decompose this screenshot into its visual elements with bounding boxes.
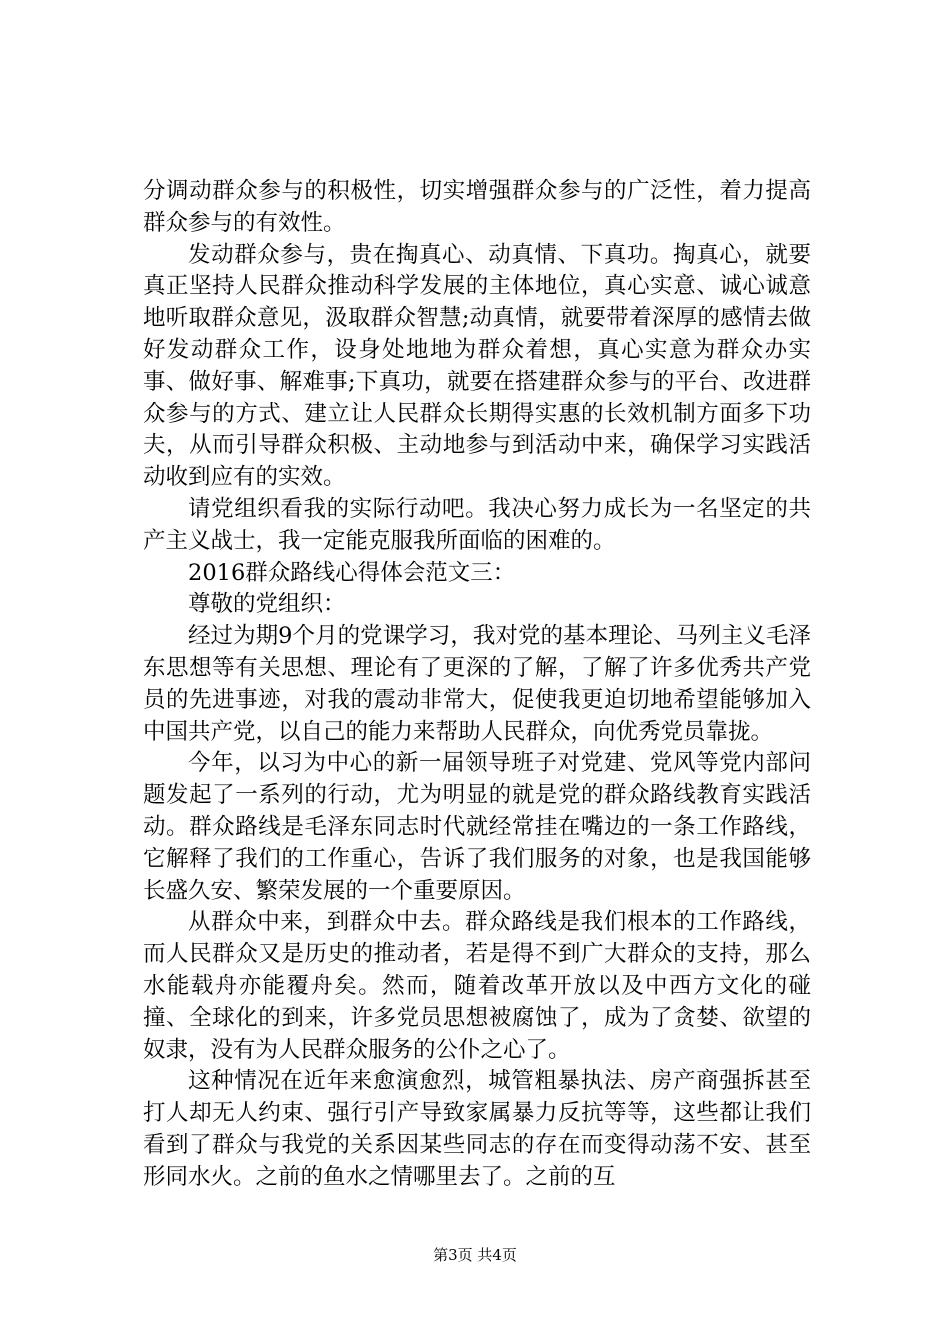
paragraph: 今年，以习为中心的新一届领导班子对党建、党风等党内部问题发起了一系列的行动，尤为明显的就是党的群众路线教育实践活动。群众路线是毛泽东同志时代就经常挂在嘴边的一条工作路线，它解释了我们的工作重心，告诉了我们服务的对象，也是我国能够长盛久安、繁荣发展的一个重要原因。 — [143, 750, 811, 904]
page-footer: 第3页 共4页 — [433, 1246, 517, 1264]
paragraph: 这种情况在近年来愈演愈烈，城管粗暴执法、房产商强拆甚至打人却无人约束、强行引产导致家属暴力反抗等等，这些都让我们看到了群众与我党的关系因某些同志的存在而变得动荡不安、甚至形同水火。之前的鱼水之情哪里去了。之前的互 — [143, 1068, 811, 1190]
salutation: 尊敬的党组织： — [188, 591, 346, 618]
paragraph: 经过为期9个月的党课学习，我对党的基本理论、马列主义毛泽东思想等有关思想、理论有了更深的了解，了解了许多优秀共产党员的先进事迹，对我的震动非常大，促使我更迫切地希望能够加入中国共产党，以自己的能力来帮助人民群众，向优秀党员靠拢。 — [143, 623, 811, 745]
document-body — [143, 176, 811, 1194]
paragraph: 从群众中来，到群众中去。群众路线是我们根本的工作路线，而人民群众又是历史的推动者，若是得不到广大群众的支持，那么水能载舟亦能覆舟矣。然而，随着改革开放以及中西方文化的碰撞、全球化的到来，许多党员思想被腐蚀了，成为了贪婪、欲望的奴隶，没有为人民群众服务的公仆之心了。 — [143, 909, 811, 1063]
paragraph: 发动群众参与，贵在掏真心、动真情、下真功。掏真心，就要真正坚持人民群众推动科学发展的主体地位，真心实意、诚心诚意地听取群众意见，汲取群众智慧;动真情，就要带着深厚的感情去做好发动群众工作，设身处地地为群众着想，真心实意为群众办实事、做好事、解难事;下真功，就要在搭建群众参与的平台、改进群众参与的方式、建立让人民群众长期得实惠的长效机制方面多下功夫，从而引导群众积极、主动地参与到活动中来，确保学习实践活动收到应有的实效。 — [143, 241, 811, 491]
section-heading: 2016群众路线心得体会范文三： — [188, 559, 516, 586]
paragraph-continuation: 分调动群众参与的积极性，切实增强群众参与的广泛性，着力提高群众参与的有效性。 — [143, 178, 811, 236]
paragraph: 请党组织看我的实际行动吧。我决心努力成长为一名坚定的共产主义战士，我一定能克服我所面临的困难的。 — [143, 495, 811, 554]
